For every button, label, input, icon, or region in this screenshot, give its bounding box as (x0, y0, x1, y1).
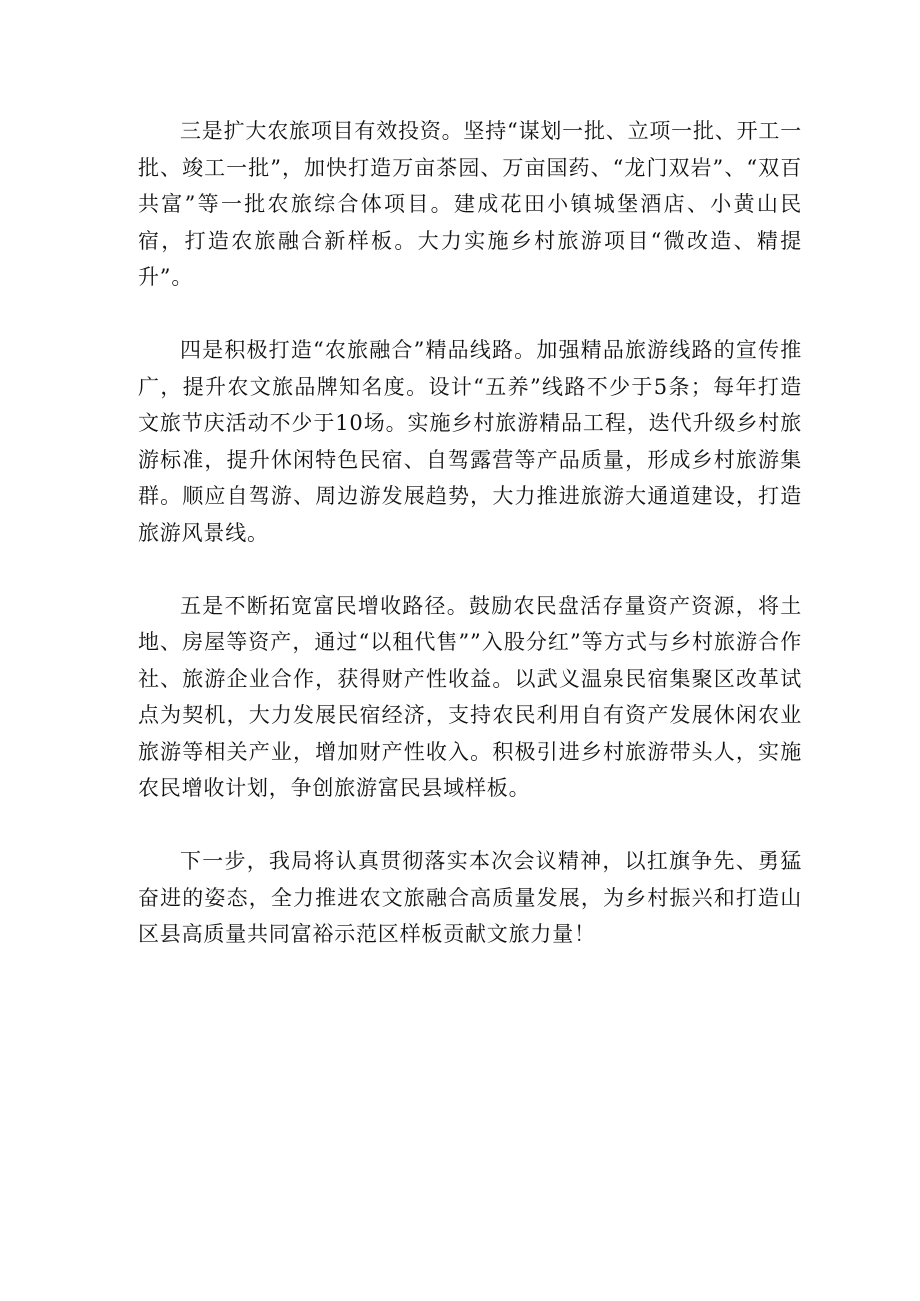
paragraph-expand-investment: 三是扩大农旅项目有效投资。坚持“谋划一批、立项一批、开工一批、竣工一批”，加快打造万亩茶园、万亩国药、“龙门双岩”、“双百共富”等一批农旅综合体项目。建成花田小镇城堡酒店、小黄山民宿，打造农旅融合新样板。大力实施乡村旅游项目“微改造、精提升”。 (138, 119, 802, 289)
paragraph-tourism-routes: 四是积极打造“农旅融合”精品线路。加强精品旅游线路的宣传推广，提升农文旅品牌知名度。设计“五养”线路不少于5条；每年打造文旅节庆活动不少于10场。实施乡村旅游精品工程，迭代升级乡村旅游标准，提升休闲特色民宿、自驾露营等产品质量，形成乡村旅游集群。顺应自驾游、周边游发展趋势，大力推进旅游大通道建设，打造旅游风景线。 (138, 338, 802, 545)
document-body (138, 113, 802, 953)
paragraph-next-steps: 下一步，我局将认真贯彻落实本次会议精神，以扛旗争先、勇猛奋进的姿态，全力推进农文旅融合高质量发展，为乡村振兴和打造山区县高质量共同富裕示范区样板贡献文旅力量！ (138, 849, 802, 946)
paragraph-income-paths: 五是不断拓宽富民增收路径。鼓励农民盘活存量资产资源，将土地、房屋等资产，通过“以租代售””入股分红”等方式与乡村旅游合作社、旅游企业合作，获得财产性收益。以武义温泉民宿集聚区改革试点为契机，大力发展民宿经济，支持农民利用自有资产发展休闲农业旅游等相关产业，增加财产性收入。积极引进乡村旅游带头人，实施农民增收计划，争创旅游富民县域样板。 (138, 593, 802, 800)
